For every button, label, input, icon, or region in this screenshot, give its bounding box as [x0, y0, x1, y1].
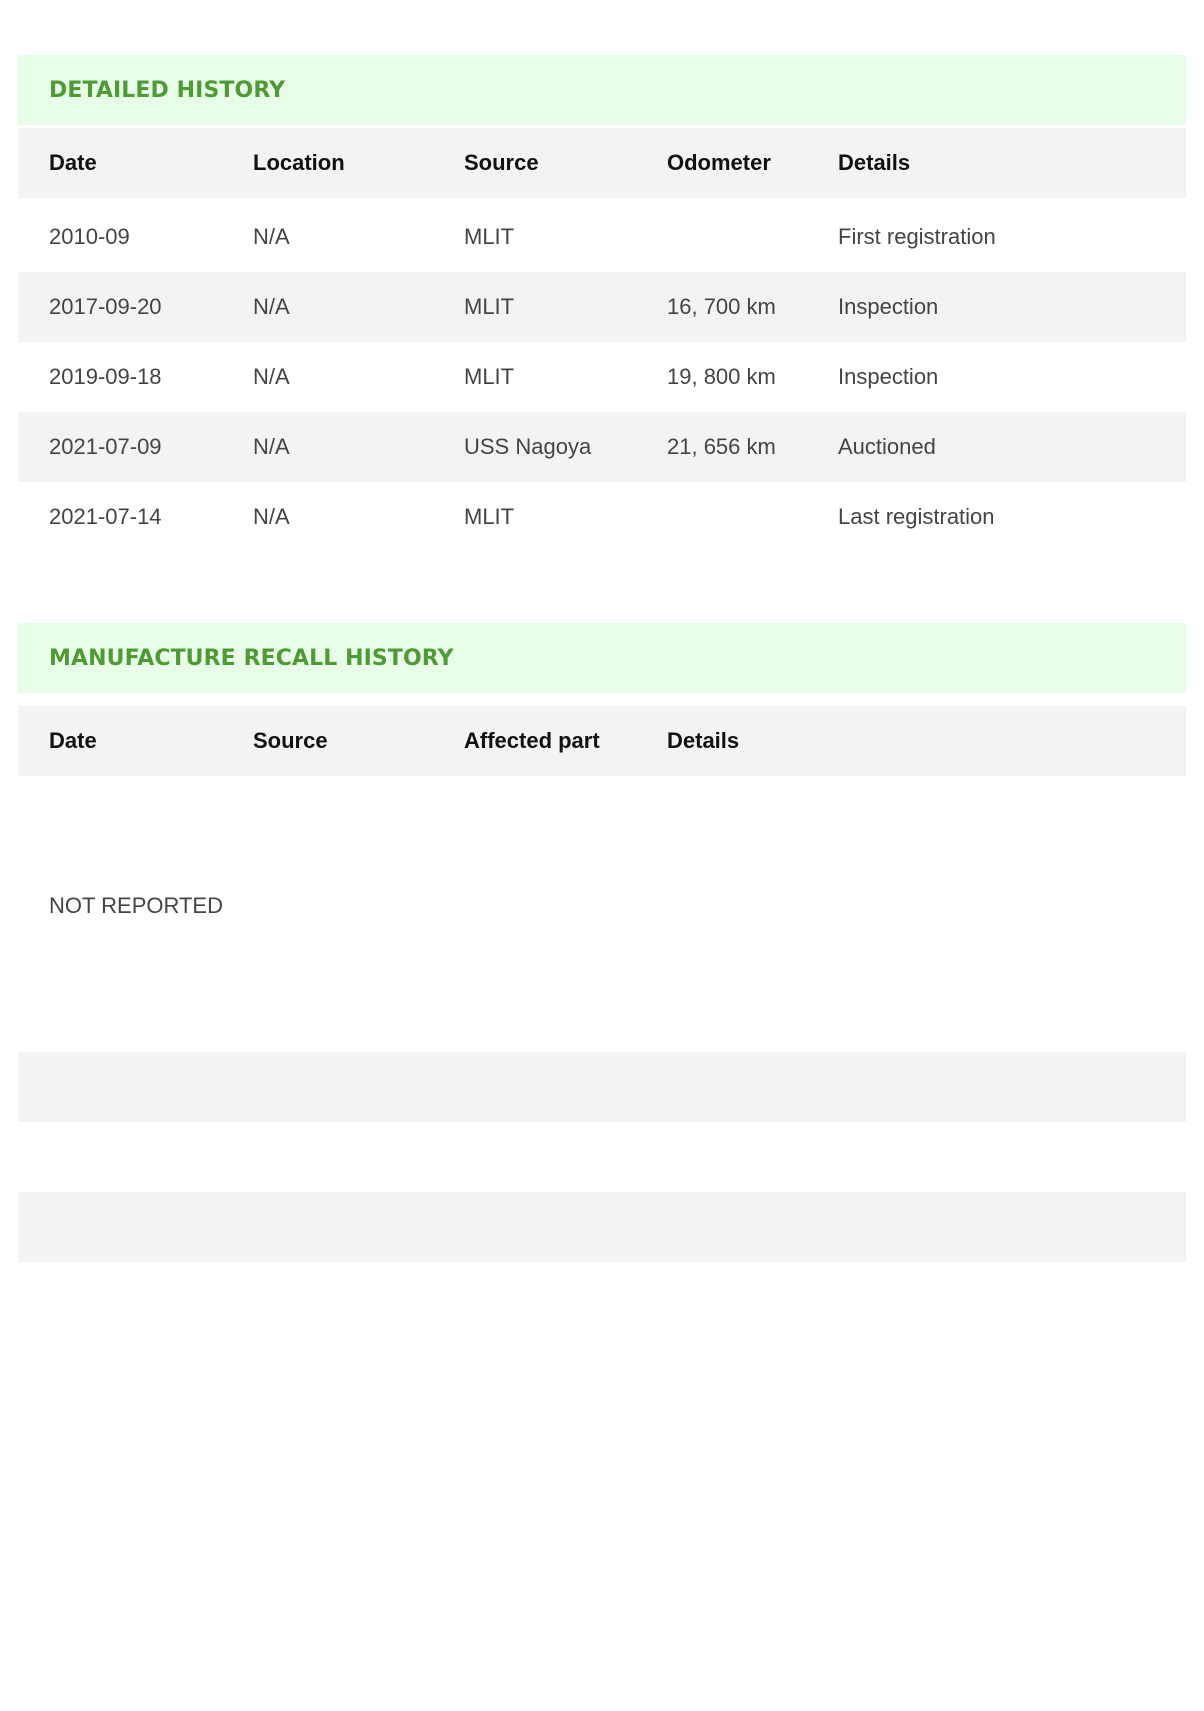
column-header-source: Source [253, 728, 328, 753]
cell-date: 2017-09-20 [49, 294, 162, 319]
cell-date: 2010-09 [49, 224, 130, 249]
cell-details: First registration [838, 224, 996, 249]
column-header-date: Date [49, 150, 97, 175]
table-row [18, 482, 1186, 552]
recall-history-column-headers [18, 706, 1186, 776]
empty-table-row [18, 1052, 1186, 1122]
cell-source: MLIT [464, 224, 515, 249]
detailed-history-header [18, 55, 1186, 125]
cell-location: N/A [253, 224, 290, 249]
column-header-affected-part: Affected part [464, 728, 600, 753]
table-row [18, 342, 1186, 412]
empty-state-message: NOT REPORTED [49, 893, 223, 918]
cell-odometer: 16, 700 km [667, 294, 776, 319]
column-header-details: Details [838, 150, 911, 175]
column-header-details: Details [667, 728, 740, 753]
detailed-history-column-headers [18, 128, 1186, 198]
table-row [18, 202, 1186, 272]
cell-date: 2021-07-14 [49, 504, 162, 529]
cell-location: N/A [253, 504, 290, 529]
cell-location: N/A [253, 434, 290, 459]
cell-source: MLIT [464, 504, 515, 529]
table-row [18, 272, 1186, 342]
cell-location: N/A [253, 364, 290, 389]
cell-location: N/A [253, 294, 290, 319]
cell-odometer: 19, 800 km [667, 364, 776, 389]
recall-history-title: MANUFACTURE RECALL HISTORY [49, 645, 454, 671]
table-row [18, 412, 1186, 482]
column-header-location: Location [253, 150, 345, 175]
cell-source: MLIT [464, 294, 515, 319]
cell-details: Inspection [838, 294, 939, 319]
cell-details: Inspection [838, 364, 939, 389]
column-header-odometer: Odometer [667, 150, 771, 175]
cell-date: 2021-07-09 [49, 434, 162, 459]
cell-source: USS Nagoya [464, 434, 592, 459]
column-header-source: Source [464, 150, 539, 175]
cell-details: Auctioned [838, 434, 936, 459]
recall-history-header [18, 623, 1186, 693]
column-header-date: Date [49, 728, 97, 753]
cell-date: 2019-09-18 [49, 364, 162, 389]
cell-source: MLIT [464, 364, 515, 389]
empty-table-row [18, 1192, 1186, 1262]
cell-details: Last registration [838, 504, 995, 529]
detailed-history-title: DETAILED HISTORY [49, 77, 286, 103]
cell-odometer: 21, 656 km [667, 434, 776, 459]
